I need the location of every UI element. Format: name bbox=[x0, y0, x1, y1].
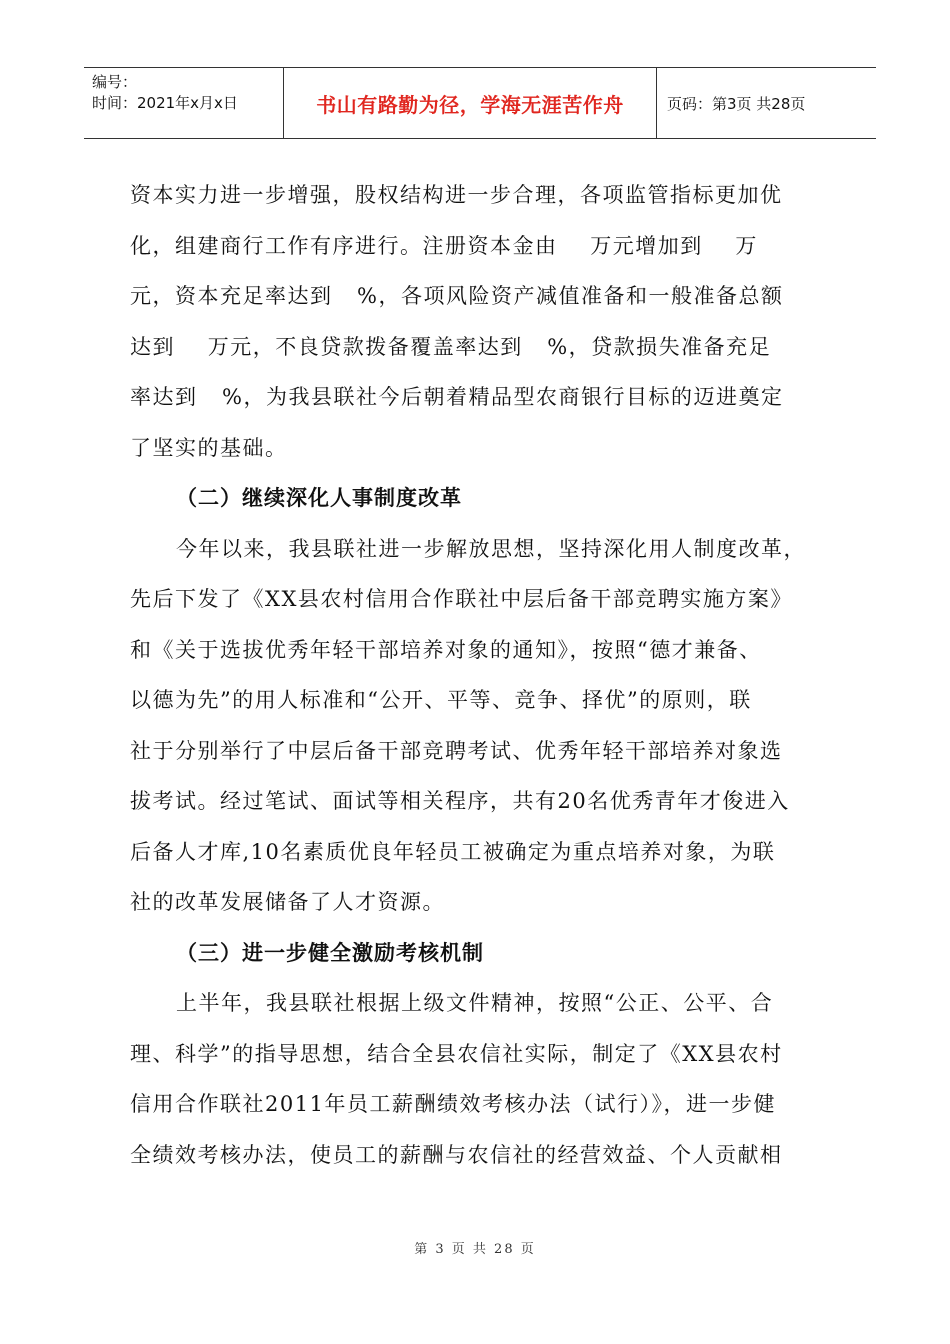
body-text-line: 率达到 %，为我县联社今后朝着精品型农商银行目标的迈进奠定 bbox=[130, 385, 784, 409]
body-text-line: 了坚实的基础。 bbox=[130, 435, 288, 460]
body-text-line: 社的改革发展储备了人才资源。 bbox=[130, 890, 445, 914]
body-text-line: 元，资本充足率达到 %，各项风险资产减值准备和一般准备总额 bbox=[130, 284, 784, 308]
body-text-line: 达到 万元，不良贷款拨备覆盖率达到 %，贷款损失准备充足 bbox=[130, 334, 772, 359]
document-number-label: 编号： bbox=[92, 73, 138, 91]
body-text-line: 信用合作联社2011年员工薪酬绩效考核办法（试行）》，进一步健 bbox=[130, 1092, 776, 1116]
body-text-line: 今年以来，我县联社进一步解放思想，坚持深化用人制度改革， bbox=[176, 536, 806, 561]
body-text-line: 理、科学”的指导思想，结合全县农信社实际，制定了《XX县农村 bbox=[130, 1041, 783, 1066]
body-text-line: 全绩效考核办法，使员工的薪酬与农信社的经营效益、个人贡献相 bbox=[130, 1142, 783, 1167]
body-text-line: 和《关于选拔优秀年轻干部培养对象的通知》，按照“德才兼备、 bbox=[130, 637, 762, 662]
header-meta-cell bbox=[84, 68, 284, 138]
body-text-line: 拔考试。经过笔试、面试等相关程序，共有20名优秀青年才俊进入 bbox=[130, 789, 790, 813]
document-body bbox=[130, 170, 830, 1180]
document-time-label: 时间：2021年x月x日 bbox=[92, 94, 238, 112]
body-text-line: 社于分别举行了中层后备干部竞聘考试、优秀年轻干部培养对象选 bbox=[130, 738, 783, 763]
page-footer: 第 3 页 共 28 页 bbox=[414, 1242, 536, 1257]
body-text-line: 资本实力进一步增强，股权结构进一步合理，各项监管指标更加优 bbox=[130, 183, 783, 207]
body-text-line: 以德为先”的用人标准和“公开、平等、竞争、择优”的原则，联 bbox=[130, 688, 752, 712]
body-text-line: 上半年，我县联社根据上级文件精神，按照“公正、公平、合 bbox=[176, 991, 774, 1015]
body-text-line: 化，组建商行工作有序进行。注册资本金由 万元增加到 万 bbox=[130, 233, 758, 258]
header-motto: 书山有路勤为径，学海无涯苦作舟 bbox=[284, 68, 657, 138]
body-text-line: 后备人才库,10名素质优良年轻员工被确定为重点培养对象，为联 bbox=[130, 839, 776, 864]
body-text-line: 先后下发了《XX县农村信用合作联社中层后备干部竞聘实施方案》 bbox=[130, 587, 793, 611]
page-header bbox=[84, 67, 876, 139]
section-heading: （三）进一步健全激励考核机制 bbox=[176, 940, 484, 965]
header-page-info: 页码：第3页 共28页 bbox=[667, 94, 806, 113]
section-heading: （二）继续深化人事制度改革 bbox=[176, 486, 462, 510]
